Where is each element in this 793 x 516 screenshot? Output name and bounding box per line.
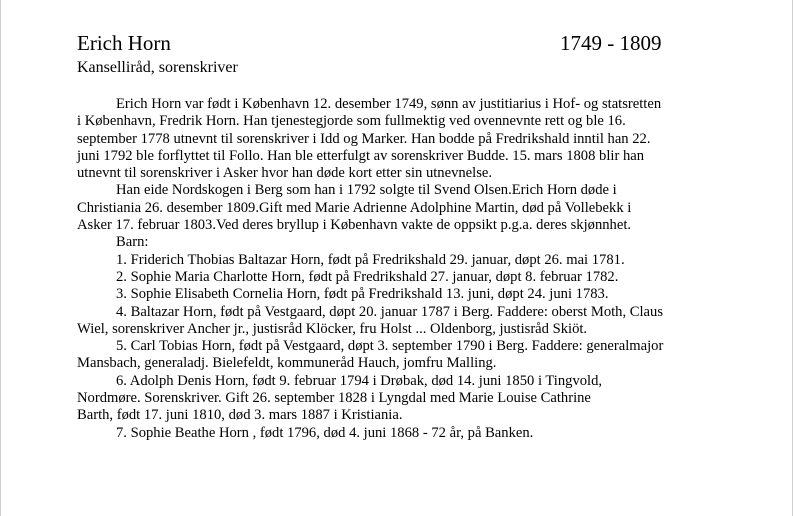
document-header bbox=[77, 30, 697, 58]
text-line: Erich Horn var født i København 12. desember 1749, sønn av justitiarius i Hof- og statsretten bbox=[116, 96, 662, 112]
biography-text bbox=[77, 96, 697, 442]
child-entry: 7. Sophie Beathe Horn , født 1796, død 4. juni 1868 - 72 år, på Banken. bbox=[116, 424, 534, 441]
text-line: i København, Fredrik Horn. Han tjenestegjorde som fullmektig ved ovennevnte rett og ble 16. bbox=[77, 113, 626, 130]
children-heading: Barn: bbox=[116, 234, 149, 251]
person-title: Kanselliråd, sorenskriver bbox=[77, 59, 238, 76]
text-line: Asker 17. februar 1803.Ved deres bryllup i København vakte de oppsikt p.g.a. deres skjønnhet. bbox=[77, 217, 632, 234]
child-entry: 2. Sophie Maria Charlotte Horn, født på Fredrikshald 27. januar, døpt 8. februar 1782. bbox=[116, 268, 619, 285]
text-line: september 1778 utnevnt til sorenskriver i Idd og Marker. Han bodde på Fredrikshald inntil han 22. bbox=[77, 130, 651, 147]
life-years: 1749 - 1809 bbox=[560, 31, 662, 55]
child-entry-continuation: Wiel, sorenskriver Ancher jr., justisråd Klöcker, fru Holst ... Oldenborg, justisråd Skiöt. bbox=[77, 320, 588, 337]
child-entry-continuation: Nordmøre. Sorenskriver. Gift 26. september 1828 i Lyngdal med Marie Louise Cathrine bbox=[77, 390, 591, 407]
child-entry: 1. Friderich Thobias Baltazar Horn, født på Fredrikshald 29. januar, døpt 26. mai 1781. bbox=[116, 251, 625, 268]
text-line: juni 1792 ble forflyttet til Follo. Han ble etterfulgt av sorenskriver Budde. 15. mars 1808 blir han bbox=[77, 147, 645, 164]
document-page bbox=[77, 30, 697, 442]
text-line: Han eide Nordskogen i Berg som han i 1792 solgte til Svend Olsen.Erich Horn døde i bbox=[116, 182, 617, 199]
child-entry: 4. Baltazar Horn, født på Vestgaard, døpt 20. januar 1787 i Berg. Faddere: oberst Moth, Claus bbox=[116, 303, 664, 320]
text-line: Christiania 26. desember 1809.Gift med Marie Adrienne Adolphine Martin, død på Vollebekk i bbox=[77, 199, 632, 216]
child-entry: 5. Carl Tobias Horn, født på Vestgaard, døpt 3. september 1790 i Berg. Faddere: generalmajor bbox=[116, 338, 664, 355]
child-entry: 3. Sophie Elisabeth Cornelia Horn, født på Fredrikshald 13. juni, døpt 24. juni 1783. bbox=[116, 286, 609, 303]
child-entry-continuation: Barth, født 17. juni 1810, død 3. mars 1887 i Kristiania. bbox=[77, 407, 403, 424]
person-name: Erich Horn bbox=[77, 31, 171, 55]
child-entry-continuation: Mansbach, generaladj. Bielefeldt, kommuneråd Hauch, jomfru Malling. bbox=[77, 355, 497, 372]
child-entry: 6. Adolph Denis Horn, født 9. februar 1794 i Drøbak, død 14. juni 1850 i Tingvold, bbox=[116, 372, 603, 389]
text-line: utnevnt til sorenskriver i Asker hvor han døde kort etter sin utnevnelse. bbox=[77, 165, 493, 182]
page-left-edge bbox=[0, 0, 1, 516]
